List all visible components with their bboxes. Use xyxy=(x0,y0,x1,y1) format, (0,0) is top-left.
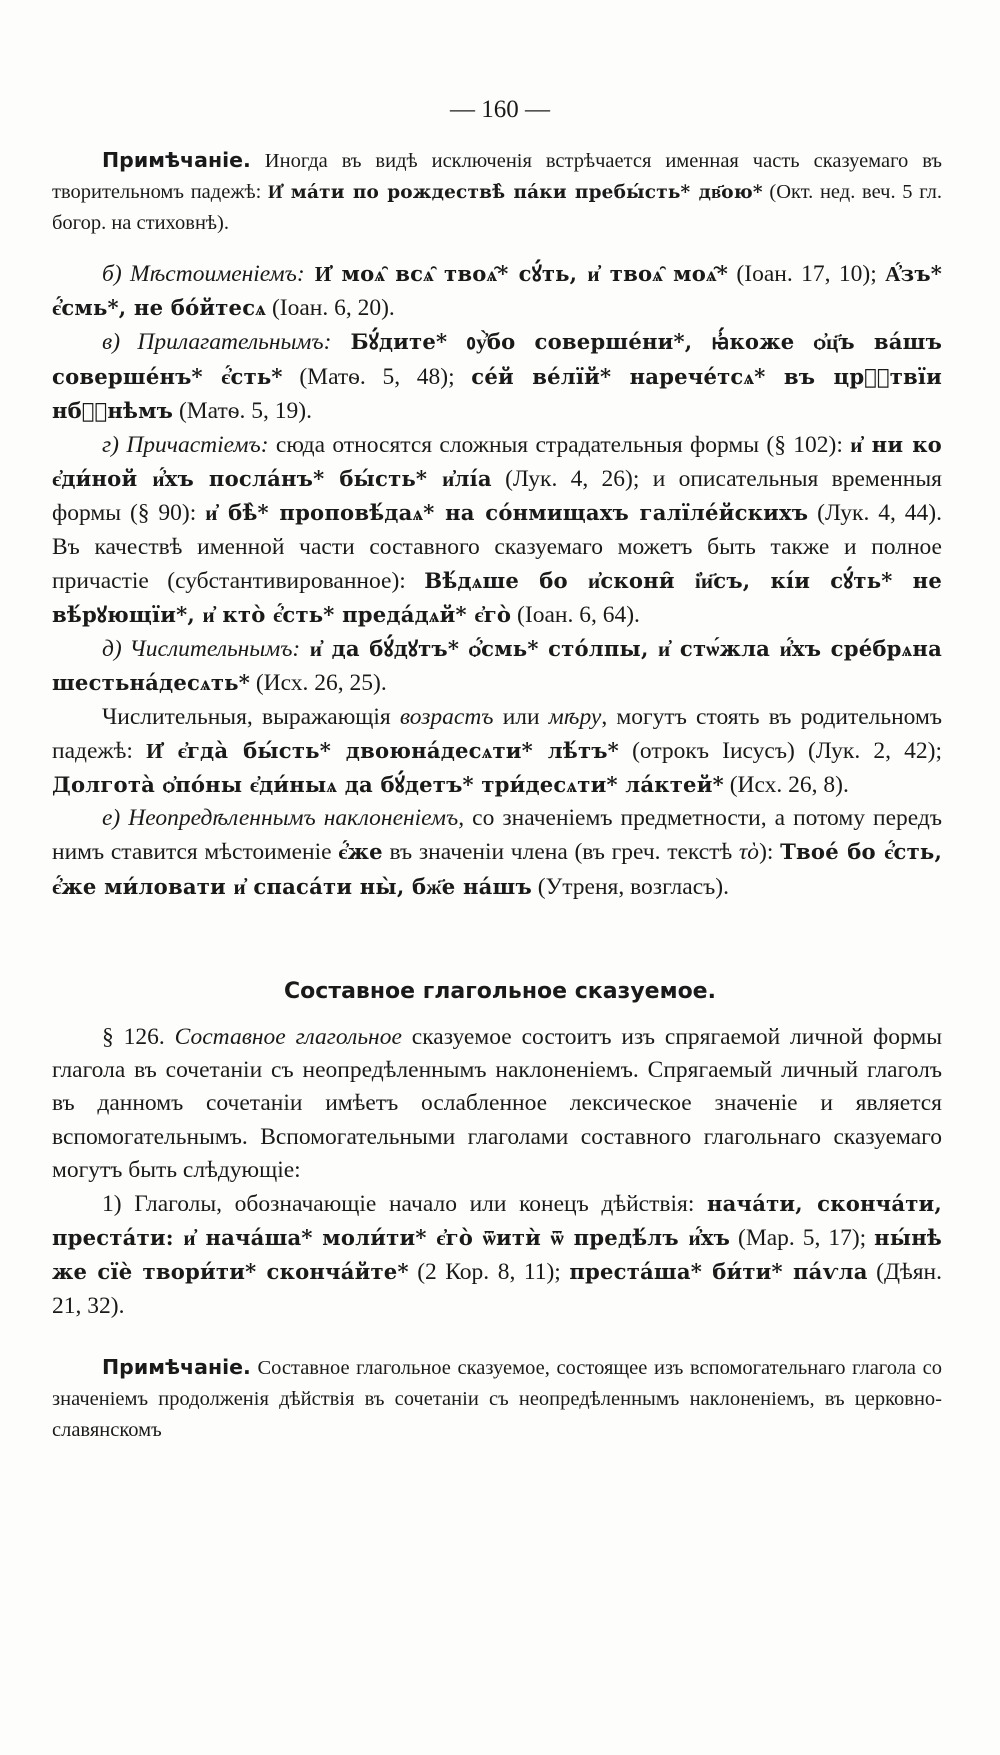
item-b-ref-2: (Іоан. 6, 20). xyxy=(266,295,395,322)
item-g-text-3: (Лук. 4, 44). Въ качествѣ именной части составного сказуемаго можетъ быть также и полное причастіе (субстантивированное): xyxy=(52,500,943,594)
note-reference: (Окт. нед. веч. 5 гл. богор. на стиховнѣ). xyxy=(52,181,942,234)
note-block-2 xyxy=(52,1352,942,1446)
item-b-ref-1: (Іоан. 17, 10); xyxy=(728,261,886,287)
list1-text-3: (2 Кор. 8, 11); xyxy=(408,1259,570,1286)
num-italic-2: мѣру xyxy=(548,703,602,730)
item-e-text-2: въ значеніи члена (въ греч. текстѣ xyxy=(382,839,739,866)
num-italic-1: возрастъ xyxy=(399,703,494,730)
item-g-quote-1: и҆ ни ко є҆ди́ной и҆́хъ посла́нъ* бы́сть* и҆лі́а xyxy=(52,432,942,492)
item-b-quote-1: И҆ моѧ̑ всѧ̑ твоѧ̑* сꙋ́ть, и҆ твоѧ̑ моѧ̑* xyxy=(304,261,729,286)
item-e-text-1: со значеніемъ предметности, а потому передъ нимъ ставится мѣстоименіе xyxy=(52,805,942,866)
item-e-quote-1: є҆́же xyxy=(338,839,383,865)
list1-quote-2: ны́нѣ же сїѐ твори́ти* сконча́йте* xyxy=(52,1225,942,1285)
item-b-label: б) Мѣстоименіемъ: xyxy=(102,261,305,287)
item-v-quote-2: се́й ве́лїй* нарече́тсѧ* въ црⷭ҇твїи нбⷭ҇нѣмъ xyxy=(52,363,943,423)
section-126 xyxy=(52,1021,942,1187)
list1-text-4: (Дѣян. 21, 32). xyxy=(52,1259,942,1319)
item-v xyxy=(52,325,942,428)
list1-text-1: 1) Глаголы, обозначающіе начало или конецъ дѣйствія: xyxy=(102,1191,707,1218)
item-e xyxy=(52,802,942,904)
note-text: Иногда въ видѣ исключенія встрѣчается именная часть сказуемаго въ творительномъ падежѣ: xyxy=(52,150,942,203)
note-label: Примѣчаніе. xyxy=(102,148,251,172)
list1-quote-1: нача́ти, сконча́ти, преста́ти: и҆ нача́ша* моли́ти* є҆го̀ ѿитѝ ѿ предѣ́лъ и҆́хъ xyxy=(52,1191,942,1251)
item-v-ref-2: (Матѳ. 5, 19). xyxy=(173,397,312,424)
s126-text-2: сказуемое состоитъ изъ спрягаемой личной формы глагола въ сочетаніи съ неопредѣленнымъ наклоненіемъ. Спрягаемый личный глаголъ въ данномъ сочетаніи имѣетъ ослабленное лексическое значеніе и является вспомогательнымъ. Вспомогательными глаголами составного глагольнаго сказуемаго могутъ быть слѣдующіе: xyxy=(52,1024,942,1183)
num-text-5: (Исх. 26, 8). xyxy=(723,772,849,799)
num-quote-2: Долгота̀ ѻ҆по́ны є҆ди́ныѧ да бꙋ́детъ* три́десѧти* ла́ктей* xyxy=(52,772,724,798)
note-paragraph xyxy=(52,145,942,239)
num-text-4: (отрокъ Іисусъ) (Лук. 2, 42); xyxy=(618,737,942,764)
item-d xyxy=(52,632,942,700)
note2-label: Примѣчаніе. xyxy=(102,1355,251,1379)
main-body-lower xyxy=(52,1021,942,1323)
item-b-quote-2: А҆́зъ* є҆́смь*, не бо́йтесѧ xyxy=(52,261,942,321)
item-g-quote-3: Вѣ́дѧше бо и҆скони̑ і҆и҃съ, кі́и сꙋ́ть* не вѣ́рꙋющїи*, и҆ кто̀ є҆́сть* преда́дѧй* є҆го̀ xyxy=(52,567,942,628)
list-item-1 xyxy=(52,1187,942,1323)
item-v-quote-1: Бꙋ́дите* ᲂу҆̀бо соверше́ни*, ꙗ҆́коже ѻ҆ц҃ъ ва́шъ соверше́нъ* є҆́сть* xyxy=(52,329,942,389)
item-g-label: г) Причастіемъ: xyxy=(102,432,269,459)
item-e-quote-2: Твое́ бо є҆́сть, є҆́же ми́ловати и҆ спаса́ти ны̀, бж҃е на́шъ xyxy=(52,839,943,899)
item-e-label: е) Неопредѣленнымъ наклоненіемъ, xyxy=(102,805,465,832)
main-body-upper xyxy=(52,257,942,904)
note2-text: Составное глагольное сказуемое, состоящее изъ вспомогательнаго глагола со значеніемъ продолженія дѣйствія въ сочетаніи съ неопредѣленнымъ наклоненіемъ, въ церковно-славянскомъ xyxy=(52,1357,942,1441)
note-paragraph-2 xyxy=(52,1352,942,1446)
item-d-label: д) Числительнымъ: xyxy=(102,636,301,663)
item-e-text-4: (Утреня, возгласъ). xyxy=(531,873,729,900)
item-g-text-1: сюда относятся сложныя страдательныя формы (§ 102): xyxy=(268,432,851,459)
item-b xyxy=(52,257,942,325)
item-v-ref-1: (Матѳ. 5, 48); xyxy=(282,363,472,390)
item-g-text-2: (Лук. 4, 26); и описательныя временныя формы (§ 90): xyxy=(52,466,942,527)
note-block-1 xyxy=(52,145,942,239)
church-slavonic-quote: И҆ ма́ти по рождествѣ̀ па́ки пребы́сть* дв҃ою* xyxy=(268,182,763,203)
s126-italic: Составное глагольное xyxy=(174,1024,402,1050)
item-g-quote-2: и҆ бѣ̀* проповѣ́даѧ* на со́нмищахъ галїле́йскихъ xyxy=(205,500,809,526)
item-d-ref-1: (Исх. 26, 25). xyxy=(249,670,387,697)
num-text-3: , могутъ стоять въ родительномъ падежѣ: xyxy=(52,703,942,764)
numerals-paragraph xyxy=(52,701,942,803)
item-e-text-3: ): xyxy=(759,839,781,866)
item-d-quote-1: и҆ да бꙋ́дꙋтъ* ѻ҆́смь* сто́лпы, и҆ стѡ́жла и҆́хъ сре́брѧна шестьна́десѧть* xyxy=(52,636,942,696)
num-quote-1: И҆ є҆гда̀ бы́сть* двоюна́десѧти* лѣ́тъ* xyxy=(146,737,619,763)
item-g xyxy=(52,428,942,632)
page-number: — 160 — xyxy=(450,96,550,123)
item-g-text-4: (Іоан. 6, 64). xyxy=(511,602,640,629)
section-heading: Составное глагольное сказуемое. xyxy=(284,979,716,1004)
item-v-label: в) Прилагательнымъ: xyxy=(102,329,332,356)
list1-quote-3: преста́ша* би́ти* па́ѵла xyxy=(569,1259,868,1285)
s126-text-1: § 126. xyxy=(102,1024,175,1050)
num-text-2: или xyxy=(493,703,549,730)
greek-word: τὸ xyxy=(738,839,760,866)
num-text-1: Числительныя, выражающія xyxy=(102,703,400,730)
list1-text-2: (Мар. 5, 17); xyxy=(730,1225,875,1252)
